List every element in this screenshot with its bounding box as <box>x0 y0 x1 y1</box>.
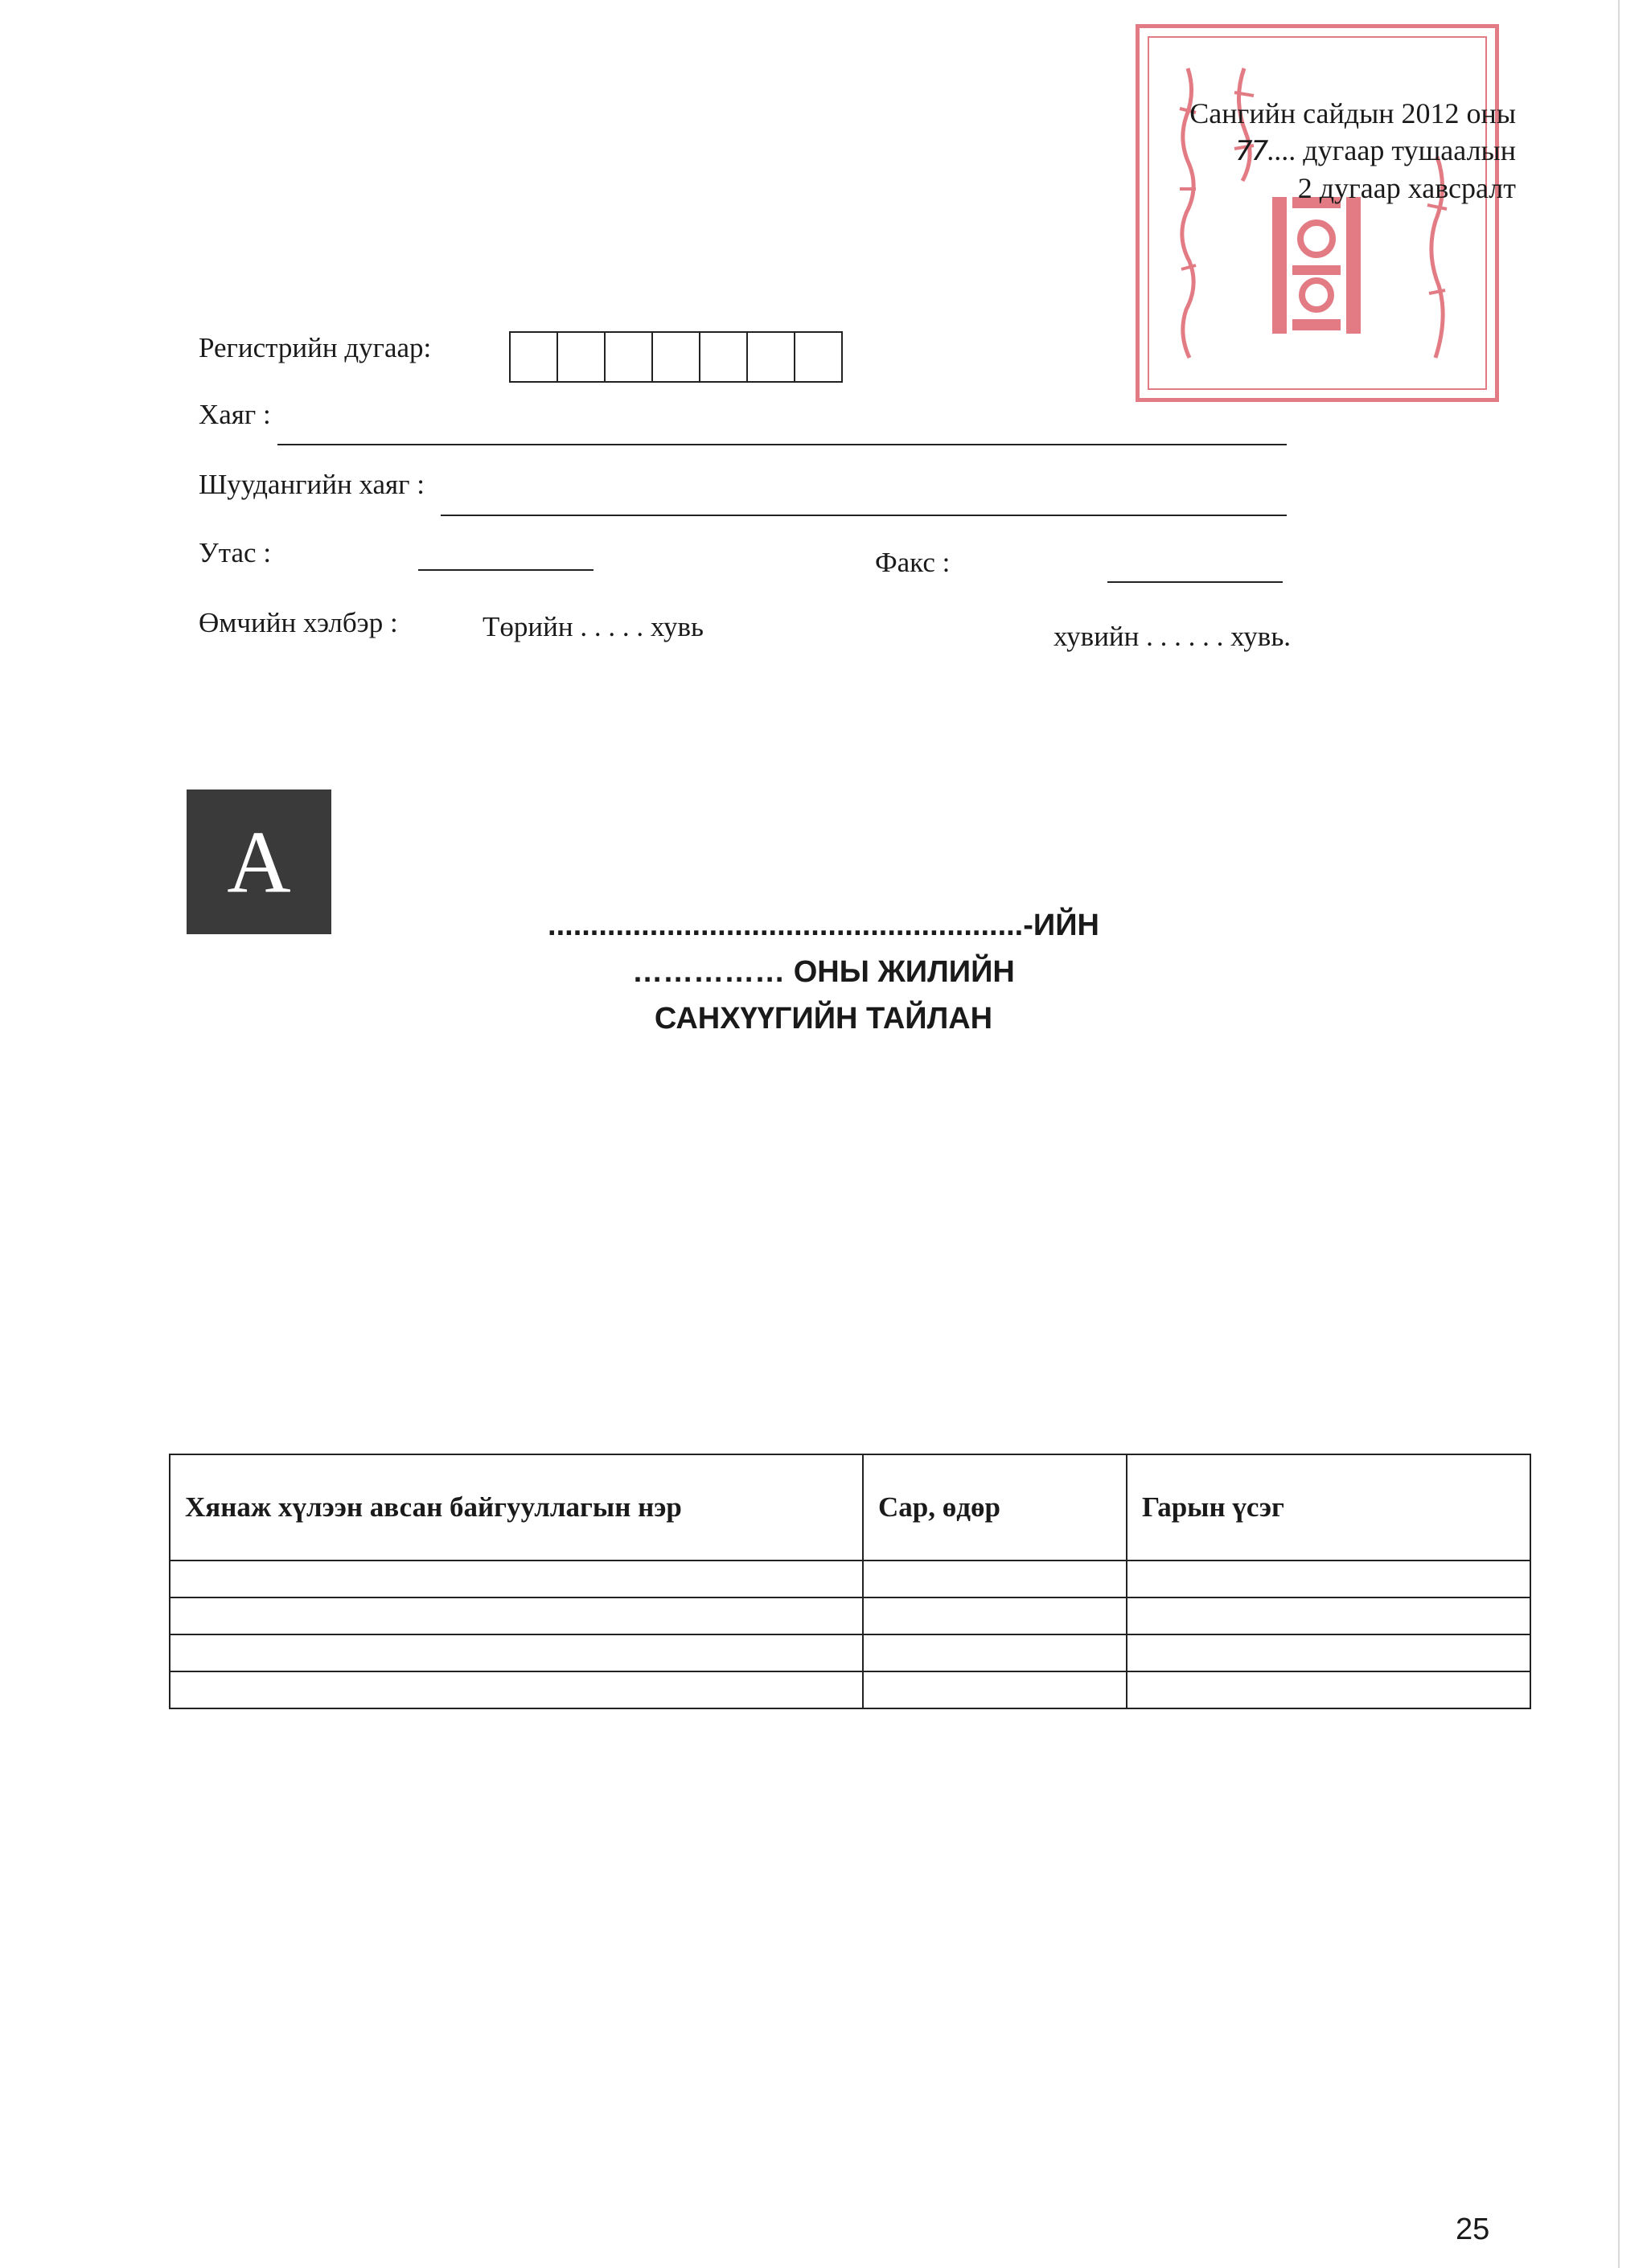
date-cell[interactable] <box>863 1671 1127 1708</box>
approval-line-2 <box>1189 132 1516 170</box>
ownership-label: Өмчийн хэлбэр : <box>199 607 398 638</box>
fax-field-line[interactable] <box>1107 581 1283 583</box>
postal-address-label: Шуудангийн хаяг : <box>199 469 425 500</box>
table-row <box>170 1597 1530 1634</box>
title-line-1: ........................................................-ИЙН <box>548 908 1099 942</box>
signature-cell[interactable] <box>1127 1561 1530 1597</box>
ownership-state-share: Төрийн . . . . . хувь <box>483 611 704 642</box>
report-title <box>0 902 1647 1042</box>
registration-digit-box[interactable] <box>653 333 700 381</box>
approval-line-1: Сангийн сайдын 2012 оны <box>1189 97 1516 129</box>
organization-cell[interactable] <box>170 1561 863 1597</box>
organization-cell[interactable] <box>170 1671 863 1708</box>
registration-number-boxes[interactable] <box>509 331 843 383</box>
registration-digit-box[interactable] <box>606 333 653 381</box>
organization-cell[interactable] <box>170 1634 863 1671</box>
fax-label: Факс : <box>875 547 951 578</box>
review-table-header <box>170 1454 1530 1561</box>
registration-label: Регистрийн дугаар: <box>199 332 432 363</box>
registration-digit-box[interactable] <box>748 333 795 381</box>
table-row <box>170 1671 1530 1708</box>
signature-cell[interactable] <box>1127 1671 1530 1708</box>
approval-line-2-text: .... дугаар тушаалын <box>1267 134 1516 166</box>
registration-digit-box[interactable] <box>511 333 558 381</box>
signature-cell[interactable] <box>1127 1597 1530 1634</box>
registration-digit-box[interactable] <box>558 333 606 381</box>
official-stamp <box>1136 24 1499 402</box>
title-line-3: САНХҮҮГИЙН ТАЙЛАН <box>654 1002 993 1036</box>
header-signature: Гарын үсэг <box>1127 1454 1530 1561</box>
address-field-line[interactable] <box>277 444 1287 445</box>
signature-cell[interactable] <box>1127 1634 1530 1671</box>
date-cell[interactable] <box>863 1597 1127 1634</box>
section-letter-badge: A <box>187 789 331 934</box>
date-cell[interactable] <box>863 1634 1127 1671</box>
table-row <box>170 1561 1530 1597</box>
date-cell[interactable] <box>863 1561 1127 1597</box>
postal-address-field-line[interactable] <box>441 515 1287 516</box>
phone-field-line[interactable] <box>418 569 593 571</box>
title-line-2: …………… ОНЫ ЖИЛИЙН <box>632 955 1015 989</box>
review-table <box>169 1454 1531 1709</box>
approval-line-3: 2 дугаар хавсралт <box>1297 172 1516 204</box>
page-edge <box>1618 0 1620 2268</box>
page-number: 25 <box>1456 2213 1490 2246</box>
registration-digit-box[interactable] <box>795 333 841 381</box>
header-organization: Хянаж хүлээн авсан байгууллагын нэр <box>170 1454 863 1561</box>
organization-cell[interactable] <box>170 1597 863 1634</box>
address-label: Хаяг : <box>199 399 271 430</box>
table-row <box>170 1634 1530 1671</box>
header-date: Сар, өдөр <box>863 1454 1127 1561</box>
soyombo-emblem-icon <box>1268 189 1365 342</box>
phone-label: Утас : <box>199 537 272 568</box>
ownership-private-share: хувийн . . . . . . хувь. <box>1054 621 1292 652</box>
registration-digit-box[interactable] <box>700 333 748 381</box>
order-number: 77 <box>1235 135 1267 167</box>
approval-note <box>1189 95 1516 207</box>
